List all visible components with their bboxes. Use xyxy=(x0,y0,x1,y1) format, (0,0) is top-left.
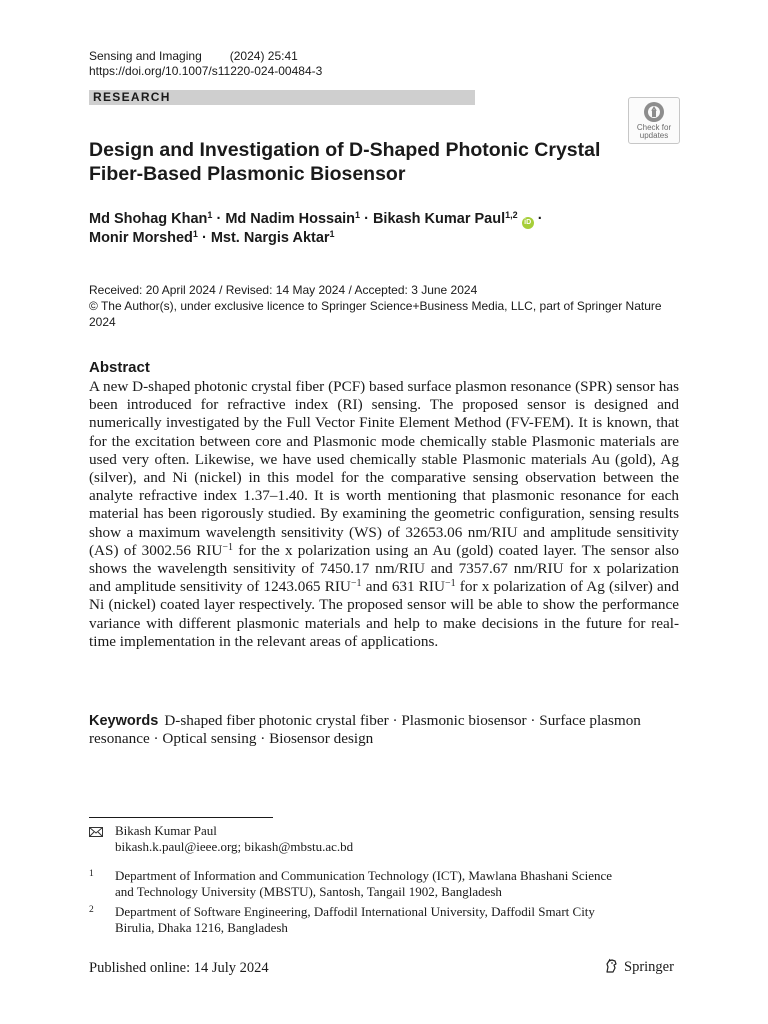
check-for-updates-badge[interactable] xyxy=(628,97,680,144)
abstract-text: and 631 RIU xyxy=(361,578,445,596)
section-label: RESEARCH xyxy=(93,90,171,104)
keywords xyxy=(89,712,679,748)
author-name[interactable]: Monir Morshed xyxy=(89,230,193,246)
abstract-body xyxy=(89,378,679,651)
envelope-icon xyxy=(89,827,103,837)
journal-name: Sensing and Imaging xyxy=(89,49,202,63)
author-name[interactable]: Bikash Kumar Paul xyxy=(372,211,506,227)
affiliation-line: Birulia, Dhaka 1216, Bangladesh xyxy=(115,920,288,935)
affiliation-ref: 1 xyxy=(329,229,335,239)
abstract-text: for the x polarization using an Au (gold) coated layer. The sensor also shows the wavelength sensitivity of 7450.17 nm/RIU and 7357.67 nm/RIU for x polarization and amplitude sensitivity of 1243.065 RIU xyxy=(89,541,680,596)
author-separator: · xyxy=(197,230,211,246)
publisher-name: Springer xyxy=(624,959,674,975)
publisher-logo xyxy=(604,958,674,976)
published-date: Published online: 14 July 2024 xyxy=(89,960,269,976)
copyright-line-1: © The Author(s), under exclusive licence to Springer Science+Business Media, LLC, part of Springer Nature xyxy=(89,299,662,313)
superscript: −1 xyxy=(444,578,456,590)
affiliation-number: 1 xyxy=(89,869,94,879)
affiliation-ref: 1,2 xyxy=(505,210,518,220)
orcid-icon[interactable]: iD xyxy=(522,217,534,229)
affiliation-ref: 1 xyxy=(207,210,213,220)
affiliation-number: 2 xyxy=(89,905,94,915)
article-title xyxy=(89,138,649,186)
affiliation-line: Department of Software Engineering, Daffodil International University, Daffodil Smart City xyxy=(115,904,595,919)
superscript: −1 xyxy=(350,578,362,590)
keywords-label: Keywords xyxy=(89,713,159,729)
author-name[interactable]: Md Nadim Hossain xyxy=(225,211,356,227)
keywords-text: D-shaped fiber photonic crystal fiber · Plasmonic biosensor · Surface plasmon resonance · Optical sensing · Biosensor design xyxy=(89,712,641,748)
affiliation-ref: 1 xyxy=(355,210,361,220)
dates-line: Received: 20 April 2024 / Revised: 14 May 2024 / Accepted: 3 June 2024 xyxy=(89,283,478,297)
affiliation-line: and Technology University (MBSTU), Santosh, Tangail 1902, Bangladesh xyxy=(115,884,502,899)
check-updates-icon xyxy=(642,101,666,123)
copyright-line-2: 2024 xyxy=(89,315,116,329)
author-separator: · xyxy=(533,211,543,227)
badge-text-1: Check for xyxy=(636,123,672,132)
journal-volume: (2024) 25:41 xyxy=(229,49,298,63)
abstract-text: for x polarization of Ag (silver) and Ni (nickel) coated layer respectively. The proposed sensor will be able to show the performance variance with different plasmonic materials and help to make decisions in the future for real-time implementation in the relevant areas of applications. xyxy=(89,578,679,650)
author-list xyxy=(89,210,669,248)
author-separator: · xyxy=(360,211,373,227)
affiliation-1 xyxy=(115,868,675,900)
badge-text-2: updates xyxy=(639,131,669,140)
author-line-2 xyxy=(89,229,669,248)
abstract-heading: Abstract xyxy=(89,359,150,376)
corresponding-author: Bikash Kumar Paul xyxy=(115,823,217,838)
corresponding-email[interactable]: bikash.k.paul@ieee.org; bikash@mbstu.ac.bd xyxy=(115,839,354,854)
author-line-1 xyxy=(89,210,669,229)
springer-horse-icon xyxy=(604,958,620,974)
article-history xyxy=(89,282,689,330)
affiliation-2 xyxy=(115,904,675,936)
section-bar xyxy=(89,90,475,105)
affiliation-line: Department of Information and Communication Technology (ICT), Mawlana Bhashani Science xyxy=(115,868,613,883)
doi-link[interactable]: https://doi.org/10.1007/s11220-024-00484-3 xyxy=(89,64,323,78)
author-name[interactable]: Mst. Nargis Aktar xyxy=(210,230,330,246)
abstract-text: A new D-shaped photonic crystal fiber (PCF) based surface plasmon resonance (SPR) sensor has been introduced for refractive index (RI) sensing. The proposed sensor is designed and numerically investigated by the Full Vector Finite Element Method (FV-FEM). It is known, that for the excitation between core and Plasmonic mode chemically stable Plasmonic materials are used very often. Likewise, we have used chemically stable Plasmonic materials Au (gold), Ag (silver), and Ni (nickel) in this model for the comparative sensing observation between the analyte refractive index 1.37–1.40. It is worth mentioning that plasmonic resonance for each material has been rigorously studied. By examining the geometric configuration, sensing results show a maximum wavelength sensitivity (WS) of 32653.06 nm/RIU and amplitude sensitivity (AS) of 3002.56 RIU xyxy=(89,378,679,559)
footnote-divider xyxy=(89,817,273,818)
affiliation-ref: 1 xyxy=(192,229,198,239)
title-line-1: Design and Investigation of D-Shaped Photonic Crystal xyxy=(89,139,601,161)
author-separator: · xyxy=(212,211,226,227)
author-name[interactable]: Md Shohag Khan xyxy=(89,211,208,227)
journal-line xyxy=(89,48,298,64)
title-line-2: Fiber-Based Plasmonic Biosensor xyxy=(89,163,406,185)
superscript: −1 xyxy=(222,541,234,553)
